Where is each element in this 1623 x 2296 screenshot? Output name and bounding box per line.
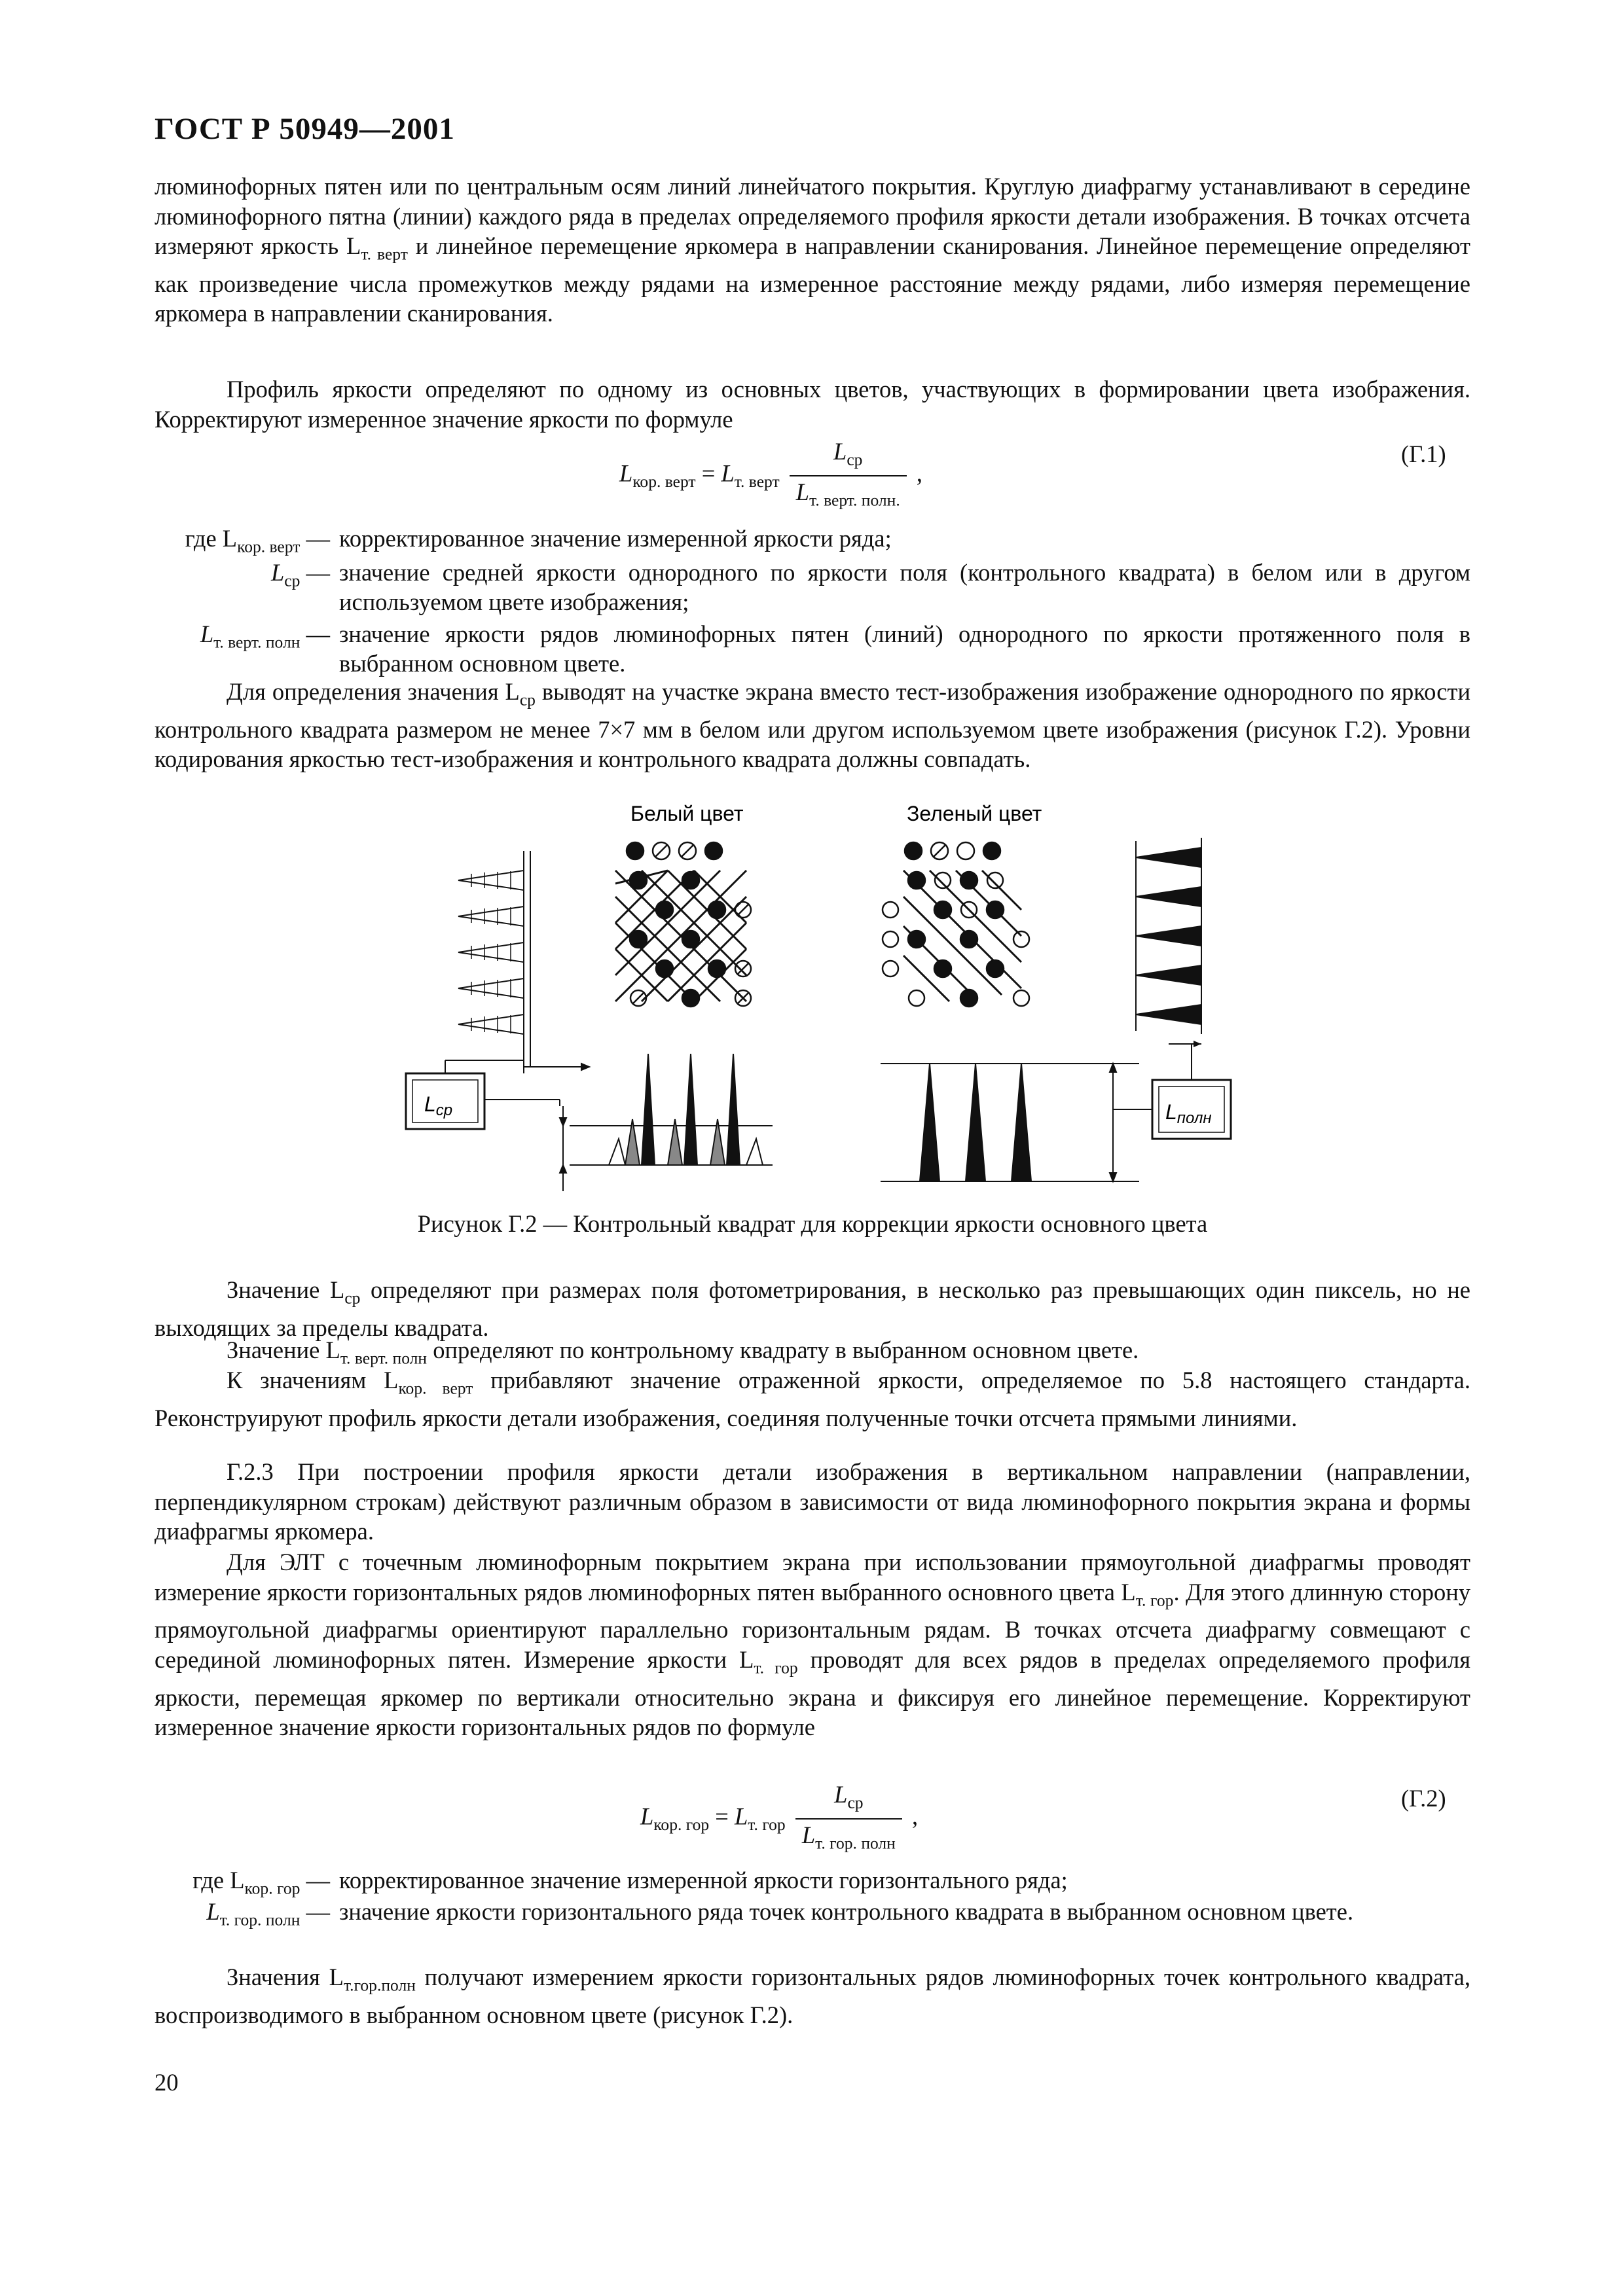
paragraph-9: Значения $L_{т.гор.полн}$ получают измерением яркости горизонтальных рядов люминофорных точек контрольного квадрата, воспроизводимого в выбранном основном цвете (рисунок Г.2). <box>155 1964 1470 2028</box>
figure-caption: Рисунок Г.2 — Контрольный квадрат для коррекции яркости основного цвета <box>417 1210 1208 1237</box>
right-spike-comb <box>1136 838 1201 1034</box>
green-dot-matrix <box>883 842 1029 1007</box>
white-dot-matrix <box>615 842 751 1007</box>
paragraph-1: люминофорных пятен или по центральным осям линий линейчатого покрытия. Круглую диафрагму устанавливают в середине люминофорного пятна (линии) каждого ряда в пределах определяемого профиля яркости детали изображения. В точках отсчета измеряют яркость $L_{т. верт}$ и линейное перемещение яркомера в направлении сканирования. Линейное перемещение определяют как произведение числа промежутков между рядами на измеренное расстояние между рядами, либо измеряя перемещение яркомера в направлении сканирования. <box>155 173 1470 327</box>
formula-g1: $L_{кор. верт} = L_{т. верт}$ $\frac{L_{ср}}{L_{т. верт. полн.}}$ , <box>619 438 922 510</box>
equation-number-g1: (Г.1) <box>1401 440 1446 467</box>
paragraph-4: Значение $L_{ср}$ определяют при размерах поля фотометрирования, в несколько раз превышающих один пиксель, но не выходящих за пределы квадрата. <box>155 1276 1470 1341</box>
svg-text:Lср: Lср <box>424 1092 453 1119</box>
formula-g1-legend: где $L_{кор. верт}$ — корректированное значение измеренной яркости ряда; $L_{ср}$ — значение средней яркости однородного по яркости поля (контрольного квадрата) в белом или в другом используемом цвете изображения; $L_{т. верт. полн}$ — значение яркости рядов люминофорных пятен (линий) однородного по яркости протяженного поля в выбранном основном цвете. <box>185 525 1470 677</box>
label-white-color: Белый цвет <box>630 802 744 825</box>
left-luminance-profile <box>560 1054 773 1191</box>
paragraph-7: Г.2.3 При построении профиля яркости детали изображения в вертикальном направлении (направлении, перпендикулярном строкам) действуют различным образом в зависимости от вида люминофорного покрытия экрана и формы диафрагмы яркомера. <box>155 1458 1470 1545</box>
paragraph-3: Для определения значения $L_{ср}$ выводят на участке экрана вместо тест-изображения изображение однородного по яркости контрольного квадрата размером не менее 7×7 мм в белом или другом используемом цвете изображения (рисунок Г.2). Уровни кодирования яркостью тест-изображения и контрольного квадрата должны совпадать. <box>155 678 1470 773</box>
equation-number-g2: (Г.2) <box>1401 1785 1446 1812</box>
page-number: 20 <box>155 2069 179 2096</box>
paragraph-8: Для ЭЛТ с точечным люминофорным покрытием экрана при использовании прямоугольной диафрагмы проводят измерение яркости горизонтальных рядов люминофорных пятен выбранного основного цвета $L_{т. гор}$. Для этого длинную сторону прямоугольной диафрагмы ориентируют параллельно горизонтальным рядам. В точках отсчета диафрагму совмещают с серединой люминофорных пятен. Измерение яркости $L_{т. гор}$ проводят для всех рядов в пределах определяемого профиля яркости, перемещая яркомер по вертикали относительно экрана и фиксируя его линейное перемещение. Корректируют измеренное значение яркости горизонтальных рядов по формуле <box>155 1549 1470 1741</box>
paragraph-6: К значениям $L_{кор. верт}$ прибавляют значение отраженной яркости, определяемое по 5.8 настоящего стандарта. Реконструируют профиль яркости детали изображения, соединяя полученные точки отсчета прямыми линиями. <box>155 1367 1471 1431</box>
lpoln-box <box>1113 1041 1231 1139</box>
paragraph-5: Значение $L_{т. верт. полн}$ определяют по контрольному квадрату в выбранном основном цвете. <box>227 1336 1139 1368</box>
left-spike-comb <box>458 851 589 1073</box>
formula-g2: $L_{кор. гор} = L_{т. гор}$ $\frac{L_{ср}}{L_{т. гор. полн}}$ , <box>640 1781 919 1853</box>
document-header: ГОСТ Р 50949—2001 <box>155 112 455 146</box>
paragraph-2: Профиль яркости определяют по одному из основных цветов, участвующих в формировании цвета изображения. Корректируют измеренное значение яркости по формуле <box>155 376 1470 433</box>
label-green-color: Зеленый цвет <box>907 802 1042 825</box>
svg-text:Lполн: Lполн <box>1165 1100 1212 1127</box>
figure-g2 <box>393 798 1264 1191</box>
right-luminance-profile <box>881 1064 1139 1181</box>
formula-g2-legend: где $L_{кор. гор}$ — корректированное значение измеренной яркости горизонтального ряда; $L_{т. гор. полн}$ — значение яркости горизонтального ряда точек контрольного квадрата в выбранном основном цвете. <box>192 1867 1354 1929</box>
lsr-box <box>406 1060 560 1129</box>
